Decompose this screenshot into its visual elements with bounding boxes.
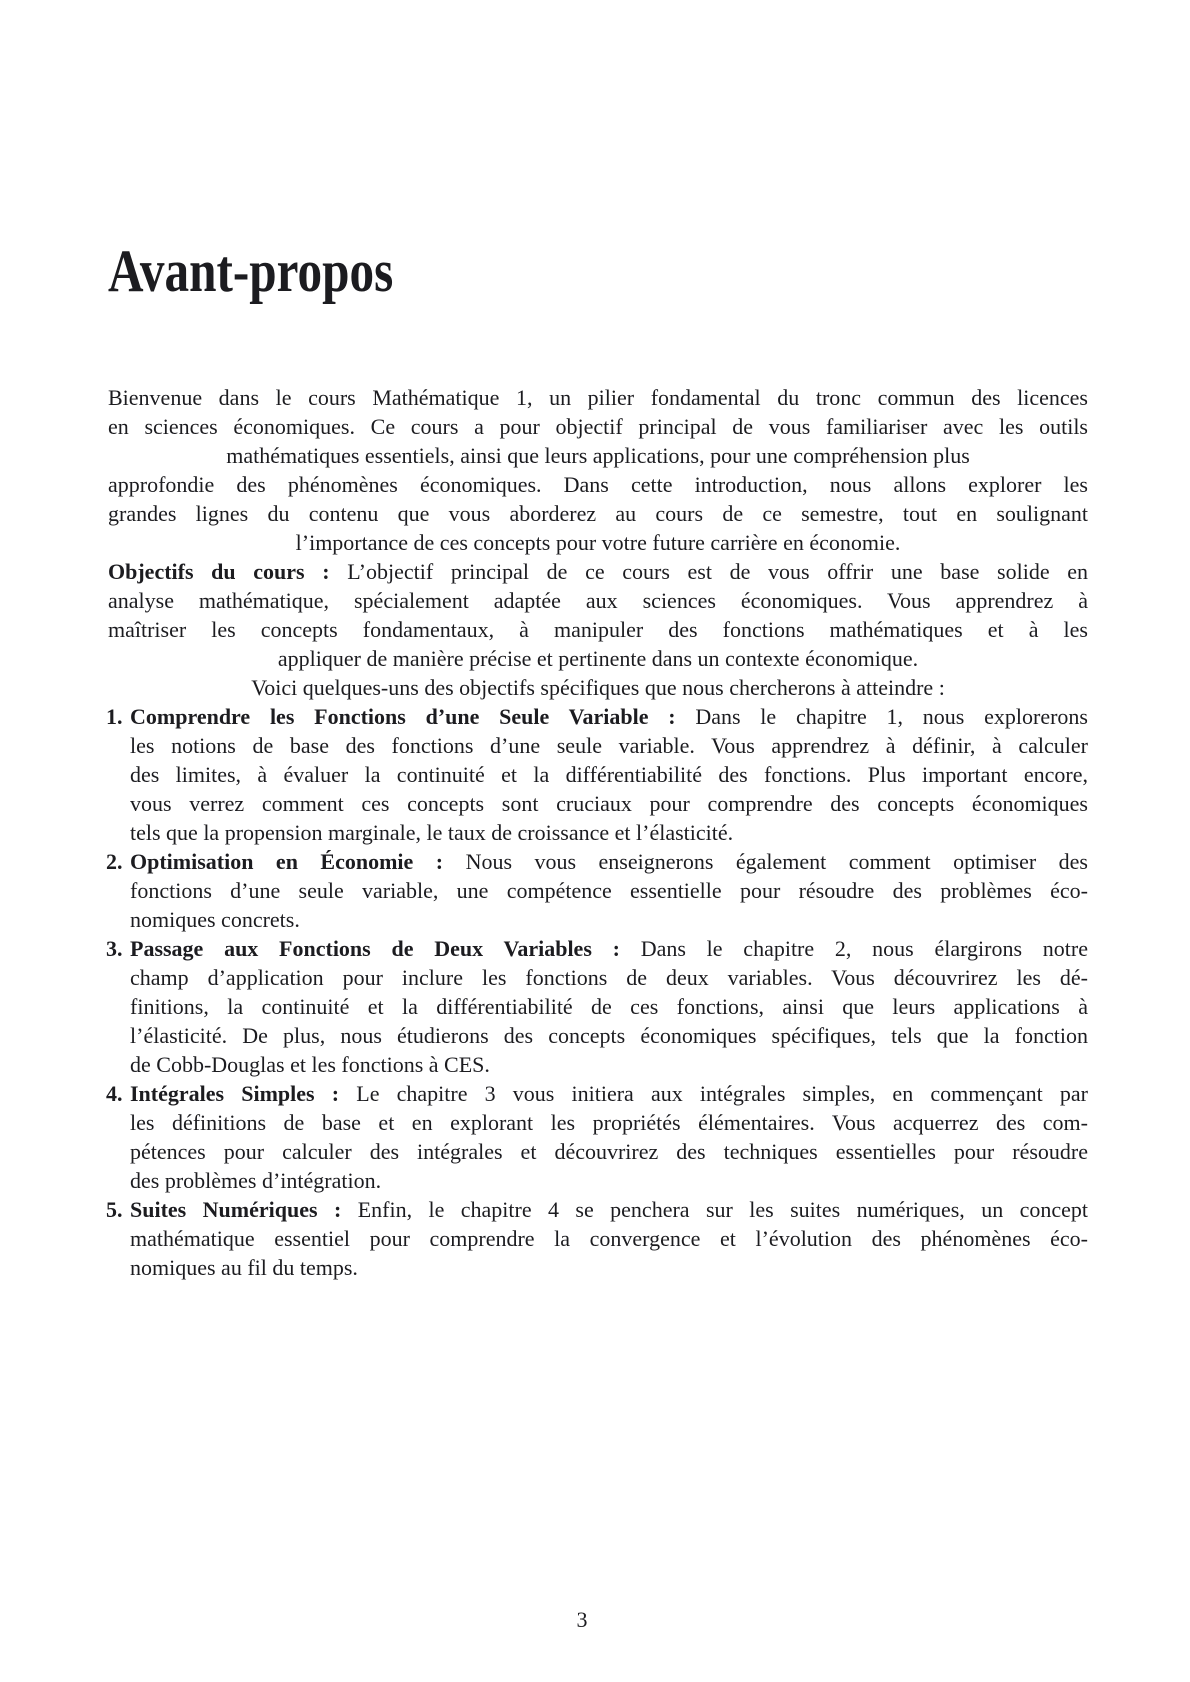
item-line: des problèmes d’intégration.: [130, 1168, 382, 1193]
page-title: Avant-propos: [108, 238, 394, 304]
intro-line: analyse mathématique, spécialement adaptée aux sciences économiques. Vous apprendrez à: [108, 588, 1088, 613]
item-line: [130, 1195, 1088, 1224]
item-line: les définitions de base et en explorant les propriétés élémentaires. Vous acquerrez des com-: [130, 1110, 1088, 1135]
intro-line: Bienvenue dans le cours Mathématique 1, un pilier fondamental du tronc commun des licences: [108, 385, 1088, 410]
item-line: mathématique essentiel pour comprendre la convergence et l’évolution des phénomènes éco-: [130, 1226, 1088, 1251]
item-line: finitions, la continuité et la différentiabilité de ces fonctions, ainsi que leurs applications à: [130, 994, 1088, 1019]
item-line: fonctions d’une seule variable, une compétence essentielle pour résoudre des problèmes éco-: [130, 878, 1088, 903]
item-line: vous verrez comment ces concepts sont cruciaux pour comprendre des concepts économiques: [130, 791, 1088, 816]
item-line: [130, 1079, 1088, 1108]
item-line-rest: Le chapitre 3 vous initiera aux intégrales simples, en commençant par: [339, 1081, 1088, 1106]
intro-line: appliquer de manière précise et pertinente dans un contexte économique.: [277, 646, 919, 671]
list-item: [108, 1195, 1088, 1282]
item-line-rest: Enfin, le chapitre 4 se penchera sur les suites numériques, un concept: [341, 1197, 1089, 1222]
intro-line: mathématiques essentiels, ainsi que leurs applications, pour une compréhension plus: [226, 443, 970, 468]
intro-line: en sciences économiques. Ce cours a pour objectif principal de vous familiariser avec les outils: [108, 414, 1088, 439]
list-item: [108, 1079, 1088, 1195]
item-title: Optimisation en Économie :: [130, 849, 444, 874]
item-line-rest: Nous vous enseignerons également comment optimiser des: [443, 849, 1088, 874]
item-number: 3.: [106, 936, 123, 961]
intro-line-rest: L’objectif principal de ce cours est de vous offrir une base solide en: [329, 559, 1089, 584]
intro-line: [108, 557, 1088, 586]
intro-paragraph: [108, 383, 1088, 702]
intro-line: Voici quelques-uns des objectifs spécifiques que nous chercherons à atteindre :: [251, 675, 945, 700]
item-line: tels que la propension marginale, le taux de croissance et l’élasticité.: [130, 820, 734, 845]
intro-line: l’importance de ces concepts pour votre future carrière en économie.: [295, 530, 901, 555]
item-line: [130, 934, 1088, 963]
item-line-rest: Dans le chapitre 2, nous élargirons notre: [619, 936, 1088, 961]
item-number: 5.: [106, 1197, 123, 1222]
item-line: champ d’application pour inclure les fonctions de deux variables. Vous découvrirez les dé-: [130, 965, 1088, 990]
objectives-list: [108, 702, 1088, 1282]
item-line: pétences pour calculer des intégrales et découvrirez des techniques essentielles pour résoudre: [130, 1139, 1088, 1164]
item-number: 1.: [106, 704, 123, 729]
item-number: 2.: [106, 849, 123, 874]
item-line-rest: Dans le chapitre 1, nous explorerons: [675, 704, 1088, 729]
intro-bold-lead: Objectifs du cours :: [108, 559, 330, 584]
item-line: nomiques concrets.: [130, 907, 300, 932]
item-line: [130, 847, 1088, 876]
intro-line: approfondie des phénomènes économiques. Dans cette introduction, nous allons explorer les: [108, 472, 1088, 497]
list-item: [108, 934, 1088, 1079]
list-item: [108, 847, 1088, 934]
item-title: Intégrales Simples :: [130, 1081, 340, 1106]
item-line: de Cobb-Douglas et les fonctions à CES.: [130, 1052, 490, 1077]
item-line: l’élasticité. De plus, nous étudierons des concepts économiques spécifiques, tels que la fonction: [130, 1023, 1088, 1048]
item-line: les notions de base des fonctions d’une seule variable. Vous apprendrez à définir, à calculer: [130, 733, 1088, 758]
list-item: [108, 702, 1088, 847]
item-line: nomiques au fil du temps.: [130, 1255, 358, 1280]
item-line: [130, 702, 1088, 731]
intro-line: maîtriser les concepts fondamentaux, à manipuler des fonctions mathématiques et à les: [108, 617, 1088, 642]
item-title: Suites Numériques :: [130, 1197, 342, 1222]
item-title: Passage aux Fonctions de Deux Variables :: [130, 936, 620, 961]
item-line: des limites, à évaluer la continuité et la différentiabilité des fonctions. Plus important encore,: [130, 762, 1088, 787]
intro-line: grandes lignes du contenu que vous aborderez au cours de ce semestre, tout en soulignant: [108, 501, 1088, 526]
item-number: 4.: [106, 1081, 123, 1106]
page-content: [108, 383, 1088, 1282]
item-title: Comprendre les Fonctions d’une Seule Variable :: [130, 704, 676, 729]
page-number: 3: [576, 1607, 588, 1632]
